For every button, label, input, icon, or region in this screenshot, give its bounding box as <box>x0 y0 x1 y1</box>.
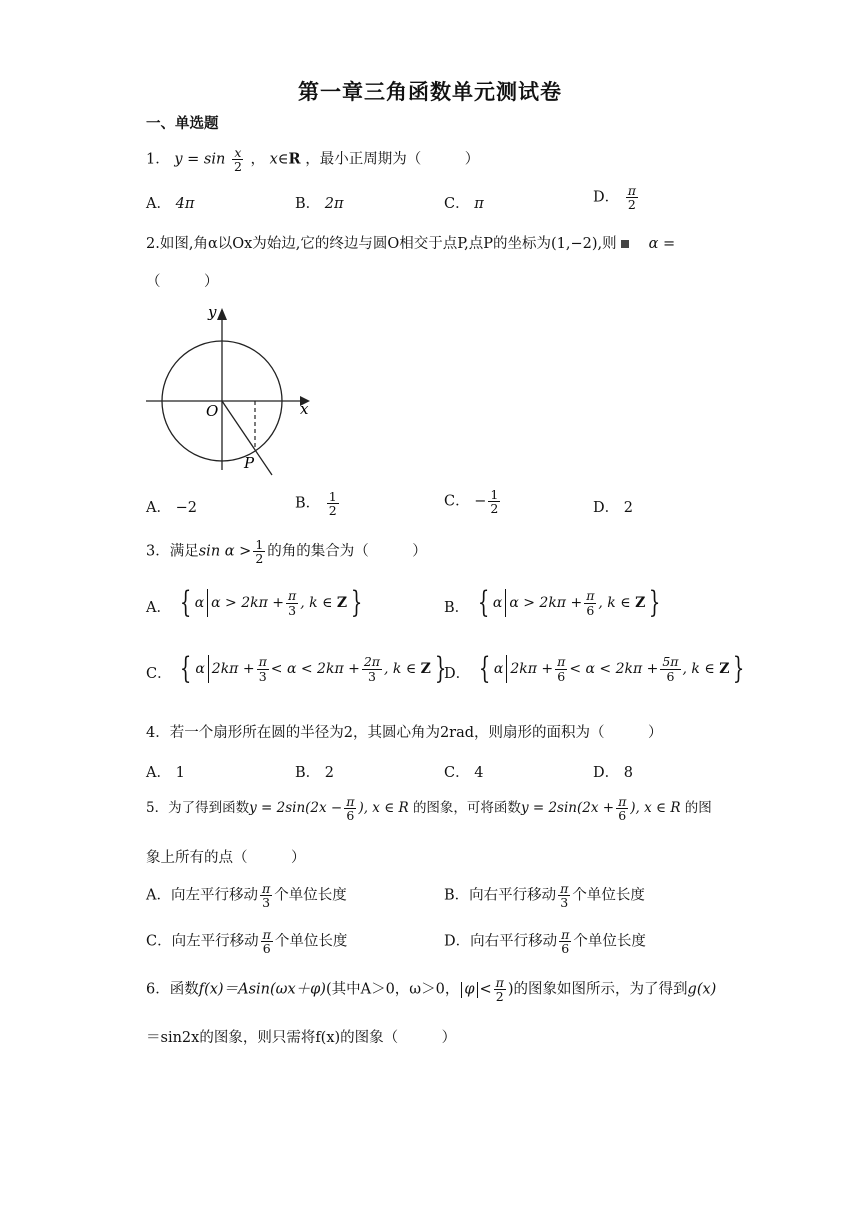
q4-option-a[interactable]: A． 1 <box>146 765 185 781</box>
question-6: 6．函数f(x)＝Asin(ωx＋φ)(其中A＞0，ω＞0， φ < $\frac{\pi}{2}$ )的图象如图所示，为了得到g(x) <box>146 975 717 1005</box>
q1-option-c[interactable]: C． π <box>444 196 484 212</box>
q1-option-a[interactable]: A． 4π <box>146 196 195 212</box>
q5-option-c[interactable]: C．向左平行移动 $\frac{\pi}{6}$ 个单位长度 <box>146 927 348 957</box>
fig-origin-label: O <box>206 402 219 420</box>
q2-option-d[interactable]: D． 2 <box>593 500 633 516</box>
q5-line2: 象上所有的点（ ） <box>146 850 306 866</box>
q4-option-c[interactable]: C． 4 <box>444 765 484 781</box>
y-axis-arrow-icon <box>217 308 227 320</box>
q1-fraction: $\frac{x}{2}$ <box>233 145 242 175</box>
q1-option-d[interactable]: D． $\frac{\pi}{2}$ <box>593 183 636 213</box>
question-3: 3．满足sin α > $\frac{1}{2}$ 的角的集合为（ ） <box>146 537 427 567</box>
q1-text: ，最小正周期为（ ） <box>305 151 480 168</box>
fig-point-label: P <box>244 454 255 472</box>
q1-number: 1． <box>146 151 170 168</box>
q3-option-d[interactable]: D． { α 2kπ + $\frac{\pi}{6}$ < α < 2kπ + $\frac{5\pi}{6}$ , k ∈ Z } <box>444 651 745 686</box>
page-title: 第一章三角函数单元测试卷 <box>298 80 562 104</box>
question-5: 5．为了得到函数y = 2sin(2x − $\frac{\pi}{6}$ ), x ∈ R 的图象，可将函数y = 2sin(2x + $\frac{\pi}{6}$ ), x ∈ R 的图 <box>146 794 712 824</box>
q3-option-b[interactable]: B． { α α > 2kπ + $\frac{\pi}{6}$ , k ∈ Z } <box>444 585 661 620</box>
question-2: 2.如图,角α以Ox为始边,它的终边与圆O相交于点P,点P的坐标为(1,−2),则 α = <box>146 236 676 252</box>
question-4: 4．若一个扇形所在圆的半径为2，其圆心角为2rad，则扇形的面积为（ ） <box>146 725 663 741</box>
section-heading: 一、单选题 <box>146 116 219 132</box>
q2-option-b[interactable]: B． $\frac{1}{2}$ <box>295 489 337 519</box>
q2-text: 2.如图,角α以Ox为始边,它的终边与圆O相交于点P,点P的坐标为(1,−2),则 <box>146 236 617 252</box>
q2-paren: （ ） <box>146 274 219 290</box>
q6-line2: ＝sin2x的图象，则只需将f(x)的图象（ ） <box>146 1030 457 1046</box>
q5-option-d[interactable]: D．向右平行移动 $\frac{\pi}{6}$ 个单位长度 <box>444 927 646 957</box>
q4-option-b[interactable]: B． 2 <box>295 765 334 781</box>
q3-option-c[interactable]: C． { α 2kπ + $\frac{\pi}{3}$ < α < 2kπ + $\frac{2\pi}{3}$ , k ∈ Z } <box>146 651 447 686</box>
missing-glyph-icon <box>621 240 629 248</box>
fig-y-label: y <box>208 303 217 321</box>
q4-option-d[interactable]: D． 8 <box>593 765 633 781</box>
q3-option-a[interactable]: A． { α α > 2kπ + $\frac{\pi}{3}$ , k ∈ Z } <box>146 585 363 620</box>
q2-option-c[interactable]: C． − $\frac{1}{2}$ <box>444 487 499 517</box>
q1-domain: x∈ <box>269 151 289 168</box>
fig-x-label: x <box>300 400 309 418</box>
q2-unit-circle-figure <box>140 300 320 480</box>
q5-option-a[interactable]: A．向左平行移动 $\frac{\pi}{3}$ 个单位长度 <box>146 881 347 911</box>
q5-option-b[interactable]: B．向右平行移动 $\frac{\pi}{3}$ 个单位长度 <box>444 881 645 911</box>
q2-option-a[interactable]: A． −2 <box>146 500 197 516</box>
q1-lhs: y = sin <box>174 151 226 168</box>
question-1: 1． y = sin $\frac{x}{2}$ ， x∈R ，最小正周期为（ ） <box>146 145 480 175</box>
q1-option-b[interactable]: B． 2π <box>295 196 344 212</box>
